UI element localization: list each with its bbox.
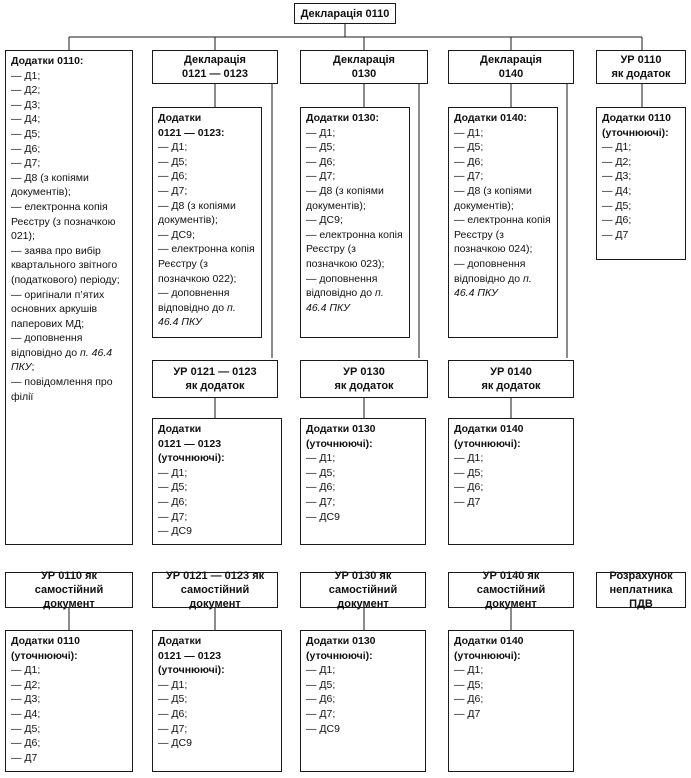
list-item: — Д5; — [454, 141, 484, 154]
list-item: — Д8 (з копіями документів); — [11, 171, 89, 199]
dodatky-0110-box — [5, 50, 133, 545]
list-item: — Д1; — [158, 466, 188, 479]
list-item: — Д6; — [11, 737, 41, 750]
list-item: — Д5; — [306, 466, 336, 479]
list-item: — ДС9; — [306, 214, 343, 227]
ur-0140-standalone-dodatky-box: Додатки 0140 (уточнюючі): — Д1; — Д5; — Д6; — Д7 — [448, 630, 574, 772]
ur-0130-addon-dodatky-box: Додатки 0130 (уточнюючі): — Д1; — Д5; — Д6; — Д7; — ДС9 — [300, 418, 426, 545]
list-item: — Д2; — [602, 155, 632, 168]
list-item: — ДС9 — [158, 525, 192, 538]
list-item: — Д4; — [11, 707, 41, 720]
list-item: — Д5; — [158, 155, 188, 168]
list-item: — Д7; — [454, 170, 484, 183]
list-item: — Д1; — [11, 69, 41, 82]
ur-0110-addon-dodatky-box: Додатки 0110 (уточнюючі): — Д1; — Д2; — Д3; — Д4; — Д5; — Д6; — Д7 — [596, 107, 686, 260]
list-item: — Д1; — [158, 678, 188, 691]
list-item: — Д2; — [11, 678, 41, 691]
list-item: — Д7; — [158, 510, 188, 523]
list-item: — Д8 (з копіями документів); — [306, 184, 384, 212]
list-item: — Д5; — [454, 678, 484, 691]
list-item: — Д1; — [454, 452, 484, 465]
list-item: — Д2; — [11, 84, 41, 97]
list-item: — Д6; — [454, 481, 484, 494]
list-item: — Д7 — [602, 228, 629, 241]
list-item: — Д1; — [306, 126, 336, 139]
list-item: — Д6; — [454, 693, 484, 706]
list-item: — Д6; — [602, 214, 632, 227]
list-item: — Д4; — [11, 113, 41, 126]
list-item: — Д6; — [306, 693, 336, 706]
declaration-0140-header: Декларація 0140 — [448, 50, 574, 84]
list-item: — ДС9 — [306, 722, 340, 735]
list-item: — Д7; — [306, 707, 336, 720]
list-item: — Д7 — [454, 707, 481, 720]
list-item: — Д6; — [306, 481, 336, 494]
ur-0121-0123-standalone-header: УР 0121 — 0123 як самостійний документ — [152, 572, 278, 608]
list-item: — ДС9 — [158, 737, 192, 750]
list-item: — Д7; — [11, 157, 41, 170]
list-item: — ДС9; — [158, 228, 195, 241]
list-item-dopovnennya: — доповнення відповідно до п. 46.4 ПКУ — [306, 272, 384, 314]
list-item: — Д1; — [306, 664, 336, 677]
list-item: — електронна копія Реєстру (з позначкою 024); — [454, 214, 551, 256]
list-item: — Д1; — [602, 141, 632, 154]
dodatky-0130-box: Додатки 0130: — Д1; — Д5; — Д6; — Д7; — Д8 (з копіями документів); — ДС9; — електронна копія Реєстру (з позначкою 023); — доповнення відповідно до п. 46.4 ПКУ — [300, 107, 410, 338]
non-vat-payer-calculation-header: Розрахунок неплатника ПДВ — [596, 572, 686, 608]
dodatky-0140-box: Додатки 0140: — Д1; — Д5; — Д6; — Д7; — Д8 (з копіями документів); — електронна копія Реєстру (з позначкою 024); — доповнення відповідно до п. 46.4 ПКУ — [448, 107, 558, 338]
ur-0110-standalone-dodatky-box: Додатки 0110 (уточнюючі): — Д1; — Д2; — Д3; — Д4; — Д5; — Д6; — Д7 — [5, 630, 133, 772]
list-item: — Д1; — [454, 126, 484, 139]
declaration-0110-title: Декларація 0110 — [300, 7, 390, 20]
list-item-dopovnennya: — доповнення відповідно до п. 46.4 ПКУ — [454, 257, 532, 300]
list-item: — Д5; — [306, 141, 336, 154]
ur-0121-0123-addon-header: УР 0121 — 0123 як додаток — [152, 360, 278, 398]
list-item: — Д7; — [306, 170, 336, 183]
list-item: — електронна копія Реєстру (з позначкою 021); — [11, 200, 116, 243]
declaration-0130-header: Декларація 0130 — [300, 50, 428, 84]
list-item: — Д1; — [306, 452, 336, 465]
list-item: — Д8 (з копіями документів); — [454, 184, 532, 212]
list-item-dopovnennya: — доповнення відповідно до п. 46.4 ПКУ — [158, 287, 236, 329]
ur-0140-standalone-header: УР 0140 як самостійний документ — [448, 572, 574, 608]
list-item: — Д5; — [158, 481, 188, 494]
list-item: — Д6; — [11, 142, 41, 155]
ur-0110-addon-header: УР 0110 як додаток — [596, 50, 686, 84]
list-item: — Д7; — [158, 184, 188, 197]
list-item: — Д3; — [11, 98, 41, 111]
list-item: — Д7 — [454, 495, 481, 508]
dodatky-0110-title: Додатки 0110: — [11, 55, 84, 67]
list-item: — Д7 — [11, 751, 38, 764]
list-item: — Д5; — [11, 722, 41, 735]
list-item: — електронна копія Реєстру (з позначкою 022); — [158, 243, 255, 285]
ur-0121-0123-addon-dodatky-box: Додатки 0121 — 0123 (уточнюючі): — Д1; — Д5; — Д6; — Д7; — ДС9 — [152, 418, 282, 545]
declaration-0121-0123-header: Декларація 0121 — 0123 — [152, 50, 278, 84]
list-item: — Д7; — [158, 722, 188, 735]
ur-0130-standalone-header: УР 0130 як самостійний документ — [300, 572, 426, 608]
list-item: — електронна копія Реєстру (з позначкою 023); — [306, 228, 403, 270]
list-item: — Д5; — [602, 199, 632, 212]
list-item: — Д5; — [306, 678, 336, 691]
list-item: — Д5; — [454, 466, 484, 479]
list-item: — Д6; — [306, 155, 336, 168]
list-item: — Д6; — [158, 495, 188, 508]
list-item: — Д6; — [158, 170, 188, 183]
list-item: — Д3; — [11, 693, 41, 706]
list-item: — Д5; — [158, 693, 188, 706]
list-item: — Д1; — [11, 664, 41, 677]
ur-0140-addon-dodatky-box: Додатки 0140 (уточнюючі): — Д1; — Д5; — Д6; — Д7 — [448, 418, 574, 545]
ur-0140-addon-header: УР 0140 як додаток — [448, 360, 574, 398]
ur-0121-0123-standalone-dodatky-box: Додатки 0121 — 0123 (уточнюючі): — Д1; — Д5; — Д6; — Д7; — ДС9 — [152, 630, 282, 772]
ur-0130-addon-header: УР 0130 як додаток — [300, 360, 428, 398]
list-item: — Д8 (з копіями документів); — [158, 199, 236, 227]
list-item: — повідомлення про філії — [11, 376, 113, 403]
list-item: — Д3; — [602, 170, 632, 183]
list-item: — Д1; — [158, 141, 188, 154]
ur-0110-standalone-header: УР 0110 як самостійний документ — [5, 572, 133, 608]
list-item: — ДС9 — [306, 510, 340, 523]
ur-0130-standalone-dodatky-box: Додатки 0130 (уточнюючі): — Д1; — Д5; — Д6; — Д7; — ДС9 — [300, 630, 426, 772]
list-item: — Д1; — [454, 664, 484, 677]
list-item-dopovnennya: — доповнення відповідно до п. 46.4 ПКУ; — [11, 332, 113, 374]
list-item: — оригінали п’ятих основних аркушів паперових МД; — [11, 288, 105, 330]
list-item: — Д5; — [11, 127, 41, 140]
declaration-0110-box — [294, 3, 396, 24]
list-item: — Д6; — [158, 707, 188, 720]
dodatky-0121-0123-box: Додатки 0121 — 0123: — Д1; — Д5; — Д6; — Д7; — Д8 (з копіями документів); — ДС9; — електронна копія Реєстру (з позначкою 022); — доповнення відповідно до п. 46.4 ПКУ — [152, 107, 262, 338]
list-item: — Д7; — [306, 495, 336, 508]
list-item: — Д4; — [602, 184, 632, 197]
list-item: — заява про вибір квартального звітного (податкового) періоду; — [11, 244, 120, 286]
list-item: — Д6; — [454, 155, 484, 168]
